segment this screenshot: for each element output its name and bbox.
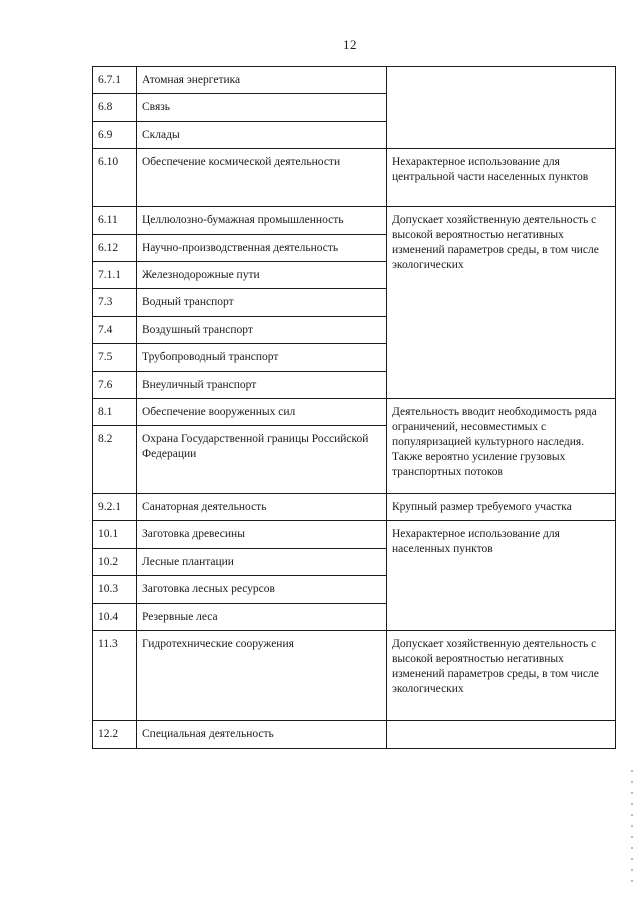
row-code: 6.10 bbox=[93, 149, 137, 207]
row-note: Нехарактерное использование для населенных пунктов bbox=[387, 521, 616, 631]
row-note: Допускает хозяйственную деятельность с высокой вероятностью негативных изменений параметров среды, в том числе экологических bbox=[387, 631, 616, 721]
row-note-empty bbox=[387, 721, 616, 749]
row-code: 7.1.1 bbox=[93, 262, 137, 289]
row-name: Гидротехнические сооружения bbox=[137, 631, 387, 721]
table-row bbox=[93, 721, 616, 749]
row-note: Допускает хозяйственную деятельность с высокой вероятностью негативных изменений параметров среды, в том числе экологических bbox=[387, 207, 616, 399]
row-name: Охрана Государственной границы Российской Федерации bbox=[137, 426, 387, 494]
row-code: 7.6 bbox=[93, 372, 137, 399]
row-code: 6.12 bbox=[93, 235, 137, 262]
row-code: 8.1 bbox=[93, 399, 137, 426]
table-row bbox=[93, 67, 616, 94]
row-name: Обеспечение космической деятельности bbox=[137, 149, 387, 207]
row-code: 6.7.1 bbox=[93, 67, 137, 94]
row-name: Железнодорожные пути bbox=[137, 262, 387, 289]
row-code: 9.2.1 bbox=[93, 494, 137, 521]
row-name: Внеуличный транспорт bbox=[137, 372, 387, 399]
row-code: 10.1 bbox=[93, 521, 137, 549]
row-note: Деятельность вводит необходимость ряда ограничений, несовместимых с популяризацией культурного наследия. Также вероятно усиление грузовых транспортных потоков bbox=[387, 399, 616, 494]
row-name: Атомная энергетика bbox=[137, 67, 387, 94]
row-code: 6.11 bbox=[93, 207, 137, 235]
table-row bbox=[93, 399, 616, 426]
row-name: Заготовка древесины bbox=[137, 521, 387, 549]
row-name: Резервные леса bbox=[137, 604, 387, 631]
row-name: Специальная деятельность bbox=[137, 721, 387, 749]
row-code: 10.3 bbox=[93, 576, 137, 604]
row-code: 6.9 bbox=[93, 122, 137, 149]
row-name: Целлюлозно-бумажная промышленность bbox=[137, 207, 387, 235]
row-code: 7.3 bbox=[93, 289, 137, 317]
table-row bbox=[93, 207, 616, 235]
page-number: 12 bbox=[343, 37, 357, 52]
scan-artifact bbox=[631, 770, 633, 890]
row-name: Обеспечение вооруженных сил bbox=[137, 399, 387, 426]
row-code: 7.4 bbox=[93, 317, 137, 344]
row-note: Нехарактерное использование для центральной части населенных пунктов bbox=[387, 149, 616, 207]
table-row bbox=[93, 494, 616, 521]
row-name: Водный транспорт bbox=[137, 289, 387, 317]
row-code: 12.2 bbox=[93, 721, 137, 749]
row-note: Крупный размер требуемого участка bbox=[387, 494, 616, 521]
row-name: Связь bbox=[137, 94, 387, 122]
row-code: 8.2 bbox=[93, 426, 137, 494]
row-code: 10.4 bbox=[93, 604, 137, 631]
row-name: Заготовка лесных ресурсов bbox=[137, 576, 387, 604]
row-name: Научно-производственная деятельность bbox=[137, 235, 387, 262]
table-row bbox=[93, 149, 616, 207]
land-use-table bbox=[92, 66, 616, 749]
row-code: 7.5 bbox=[93, 344, 137, 372]
table-row bbox=[93, 521, 616, 549]
row-name: Лесные плантации bbox=[137, 549, 387, 576]
row-name: Санаторная деятельность bbox=[137, 494, 387, 521]
table-row bbox=[93, 631, 616, 721]
row-name: Воздушный транспорт bbox=[137, 317, 387, 344]
row-code: 11.3 bbox=[93, 631, 137, 721]
row-note-empty bbox=[387, 67, 616, 149]
row-code: 6.8 bbox=[93, 94, 137, 122]
row-name: Склады bbox=[137, 122, 387, 149]
row-code: 10.2 bbox=[93, 549, 137, 576]
row-name: Трубопроводный транспорт bbox=[137, 344, 387, 372]
